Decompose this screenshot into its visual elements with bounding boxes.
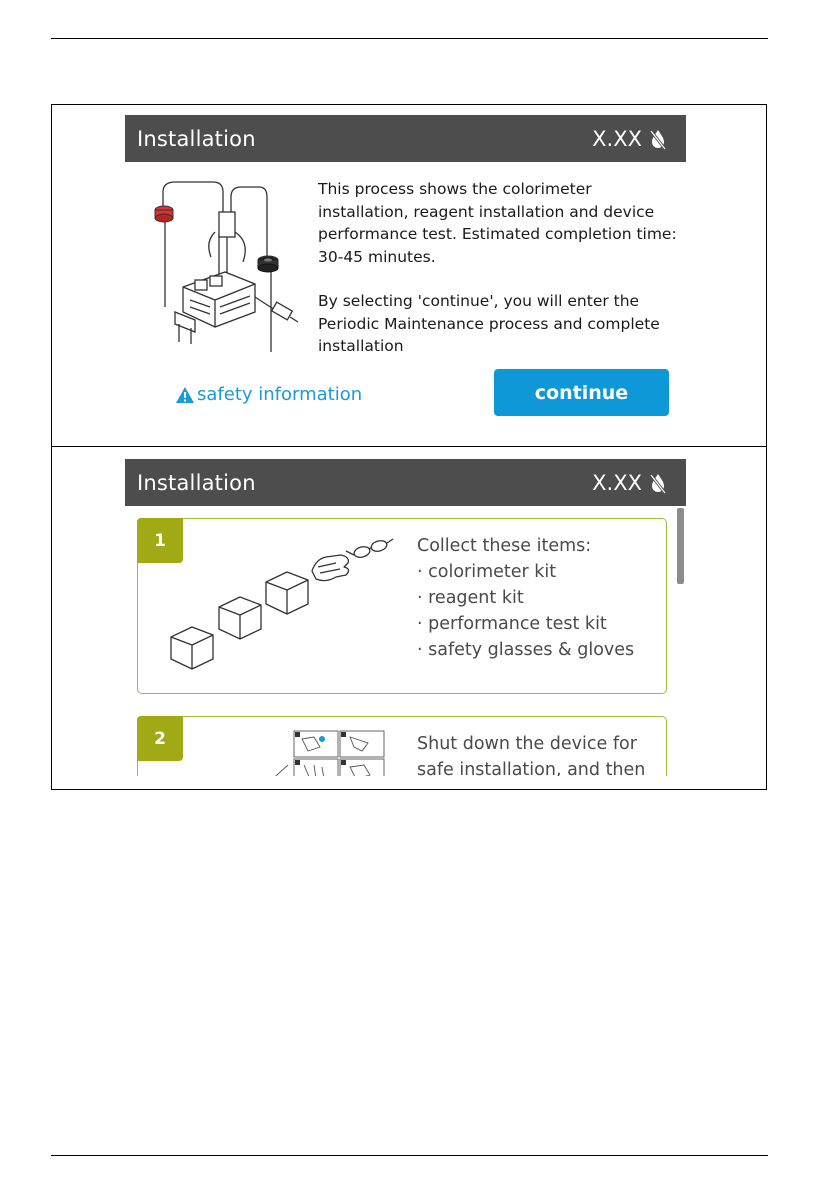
kit-boxes-illustration [166,527,396,682]
intro-text [318,178,678,380]
colorimeter-illustration [135,172,305,357]
version-label: X.XX [592,126,642,151]
title-bar [125,459,686,506]
shutdown-steps-illustration [258,723,398,776]
warning-icon [175,386,195,404]
step-line: · colorimeter kit [417,562,557,582]
step-card-2 [137,716,667,776]
step-line: · performance test kit [417,614,607,634]
step-line: · reagent kit [417,588,524,608]
step-card-1 [137,518,667,694]
step-1-text [417,533,634,663]
continue-button[interactable]: continue [494,369,669,416]
step-line: · safety glasses & gloves [417,640,635,660]
screen-title: Installation [137,126,256,151]
safety-link-label: safety information [197,384,363,405]
water-drop-slash-icon [648,471,668,495]
figure-divider [51,446,767,447]
installation-intro-screen [125,115,686,435]
screen-body [125,162,686,435]
status-area [592,127,668,151]
continue-instruction: By selecting 'continue', you will enter the Periodic Maintenance process and complete installation [318,292,660,355]
step-2-text [417,731,645,776]
steps-list[interactable] [125,506,686,776]
status-area [592,471,668,495]
page-bottom-rule [51,1155,768,1156]
installation-steps-screen [125,459,686,776]
step-number-badge: 1 [137,518,183,563]
step-line: Collect these items: [417,536,592,556]
title-bar [125,115,686,162]
version-label: X.XX [592,470,642,495]
scrollbar-thumb[interactable] [677,508,684,584]
intro-paragraph: This process shows the colorimeter installation, reagent installation and device performance test. Estimated completion time: 30-45 minutes. [318,180,677,266]
water-drop-slash-icon [648,127,668,151]
screen-title: Installation [137,470,256,495]
step-line: safe installation, and then [417,760,646,776]
step-line: Shut down the device for [417,734,637,754]
safety-information-link[interactable] [175,384,362,405]
step-number-badge: 2 [137,716,183,761]
page-top-rule [51,38,768,39]
